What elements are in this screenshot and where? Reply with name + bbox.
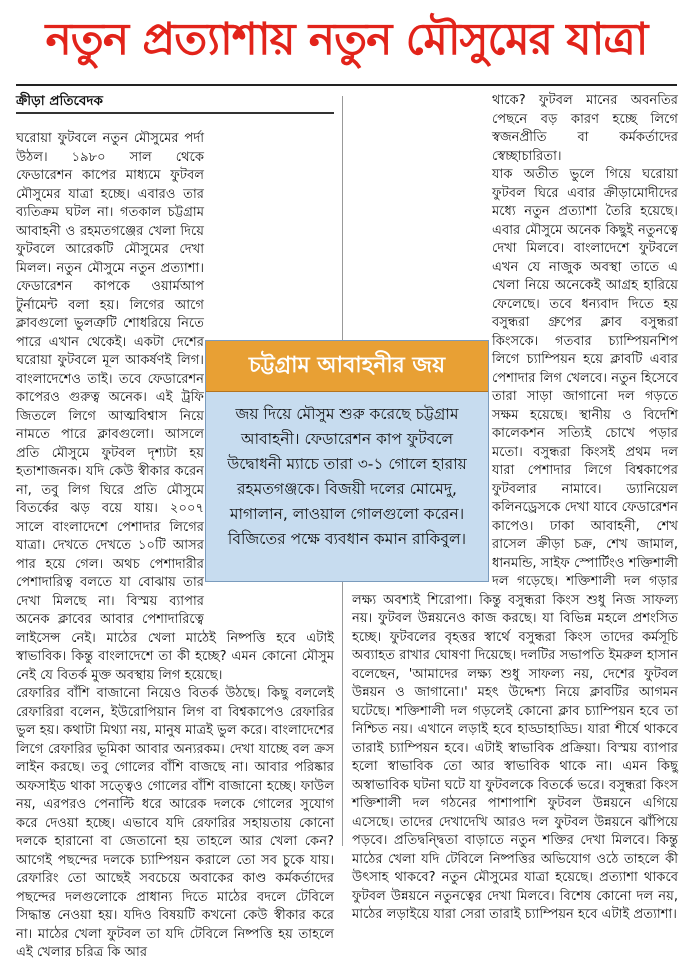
headline-rule xyxy=(16,84,677,86)
article-paragraph: রেফারির বাঁশি বাজানো নিয়েও বিতর্ক উঠছে। কিছু বললেই রেফারিরা বলেন, ইউরোপিয়ান লিগ বা বিশ্বকাপেও রেফারির ভুল হয়। কথাটা মিথ্যা নয়, মানুষ মাত্রই ভুল করে। বাংলাদেশের লিগে রেফারির ভূমিকা আবার অন্যরকম। দেখা যাচ্ছে বল ক্রস লাইন করছে। তবু গোলের বাঁশি বাজছে না। আবার পরিষ্কার অফসাইড থাকা সত্ত্বেও গোলের বাঁশি বাজানো হচ্ছে। ফাউল নয়, এরপরও পেনাল্টি ধরে আরেক দলকে গোলের সুযোগ করে দেওয়া হচ্ছে। এভাবে যদি রেফারির সহায়তায় কোনো দলকে হারানো বা জেতানো হয় তাহলে আর খেলা কেন? আগেই পছন্দের দলকে চ্যাম্পিয়ন করালে তো সব চুকে যায়। রেফারিং তো আছেই সবচেয়ে অবাকের কাণ্ড কর্মকর্তাদের পছন্দের দলগুলোকে প্রাধান্য দিতে মাঠের বদলে টেবিলে সিদ্ধান্ত নেওয়া হয়। যদিও বিষয়টি কখনো কেউ স্বীকার করে না। মাঠের খেলা ফুটবল তা যদি টেবিলে নিষ্পত্তি হয় তাহলে এই খেলার চরিত্র কি আর xyxy=(16,686,334,960)
headline: নতুন প্রত্যাশায় নতুন মৌসুমের যাত্রা xyxy=(45,13,648,65)
pull-quote-text: জয় দিয়ে মৌসুম শুরু করেছে চট্টগ্রাম আবাহনী। ফেডারেশন কাপ ফুটবলে উদ্বোধনী ম্যাচে তারা ৩-১ গোলে হারায় রহমতগঞ্জকে। বিজয়ী দলের মোমেদু, মাগালান, লাওয়াল গোলগুলো করেন। বিজিতের পক্ষে ব্যবধান কমান রাকিবুল। xyxy=(227,405,467,548)
article-paragraph: যাক অতীত ভুলে গিয়ে ঘরোয়া ফুটবল ঘিরে এবার ক্রীড়ামোদীদের মধ্যে নতুন প্রত্যাশা তৈরি হয়েছে। এবার মৌসুমে অনেক কিছুই নতুনত্বে দেখা মিলবে। বাংলাদেশে ফুটবলে এখন যে নাজুক অবস্থা তাতে এ খেলা নিয়ে অনেকেই আগ্রহ হারিয়ে ফেলেছে। তবে ধন্যবাদ দিতে হয় বসুন্ধরা গ্রুপের ক্লাব বসুন্ধরা কিংসকে। গতবার চ্যাম্পিয়নশিপ লিগে চ্যাম্পিয়ন হয়ে ক্লাবটি এবার পেশাদার লিগ খেলবে। নতুন হিসেবে তারা সাড়া জাগানো দল গড়তে সক্ষম হয়েছে। স্থানীয় ও বিদেশি কালেকশন সত্যিই চোখে পড়ার মতো। বসুন্ধরা কিংসই প্রথম দল যারা পেশাদার লিগে বিশ্বকাপের ফুটবলার নামাবে। ড্যানিয়েল কলিনড্রেসকে দেখা যাবে ফেডারেশন কাপেও। ঢাকা আবাহনী, শেখ রাসেল ক্রীড়া চক্র, শেখ জামাল, ধানমন্ডি, সাইফ স্পোর্টিংও শক্তিশালী দল গড়েছে। শক্তিশালী দল গড়ার লক্ষ্য অবশ্যই শিরোপা। কিন্তু বসুন্ধরা কিংস শুধু নিজ সাফল্য নয়। ফুটবল উন্নয়নেও কাজ করছে। যা বিভিন্ন মহলে প্রশংসিত হচ্ছে। ফুটবলের বৃহত্তর স্বার্থে বসুন্ধরা কিংস তাদের কর্মসূচি অব্যাহত রাখার ঘোষণা দিয়েছে। দলটির সভাপতি ইমরুল হাসান বলেছেন, 'আমাদের লক্ষ্য শুধু সাফল্য নয়, দেশের ফুটবল উন্নয়ন ও জাগানো।' মহৎ উদ্দেশ্য নিয়ে ক্লাবটির আগমন ঘটেছে। শক্তিশালী দল গড়লেই কোনো ক্লাব চ্যাম্পিয়ন হবে তা নিশ্চিত নয়। এখানে লড়াই হবে হাড্ডাহাড্ডি। যারা শীর্ষে থাকবে তারাই চ্যাম্পিয়ন হবে। এটাই স্বাভাবিক প্রক্রিয়া। বিস্ময় ব্যাপার হলো স্বাভাবিক তো আর স্বাভাবিক থাকে না। এমন কিছু অস্বাভাবিক ঘটনা ঘটে যা ফুটবলকে বিতর্কে ভরে। বসুন্ধরা কিংস শক্তিশালী দল গঠনের পাশাপাশি ফুটবল উন্নয়নে এগিয়ে এসেছে। তাদের দেখাদেখি আরও দল ফুটবল উন্নয়নে ঝাঁপিয়ে পড়বে। প্রতিদ্বন্দ্বিতা বাড়াতে নতুন শক্তির দেখা মিলবে। কিন্তু মাঠের খেলা যদি টেবিলে নিষ্পত্তির অভিযোগ ওঠে তাহলে কী উৎসাহ থাকবে? নতুন মৌসুমের যাত্রা হয়েছে। প্রত্যাশা থাকবে ফুটবল উন্নয়নে নতুনত্বের দেখা মিলবে। বিশেষ কোনো দল নয়, মাঠের লড়াইয়ে যারা সেরা তারাই চ্যাম্পিয়ন হবে এটাই প্রত্যাশা। xyxy=(352,167,678,922)
article-paragraph: ঘরোয়া ফুটবলে নতুন মৌসুমের পর্দা উঠল। ১৯৮০ সাল থেকে ফেডারেশন কাপের মাধ্যমে ফুটবল মৌসুমের যাত্রা হচ্ছে। এবারও তার ব্যতিক্রম ঘটল না। গতকাল চট্টগ্রাম আবাহনী ও রহমতগঞ্জের খেলা দিয়ে ফুটবলে আরেকটি মৌসুমের দেখা মিলল। নতুন মৌসুমে নতুন প্রত্যাশা। ফেডারেশন কাপকে ওয়ার্মআপ টুর্নামেন্ট বলা হয়। লিগের আগে ক্লাবগুলো ভুলত্রুটি শোধরিয়ে নিতে পারে এখান থেকেই। একটা দেশের ঘরোয়া ফুটবলে মূল আকর্ষণই লিগ। বাংলাদেশেও তাই। তবে ফেডারেশন কাপেরও গুরুত্ব অনেক। এই ট্রফি জিতলে লিগে আত্মবিশ্বাস নিয়ে নামতে পারে ক্লাবগুলো। আসলে প্রতি মৌসুমে ফুটবল দৃশ্যটা হয় হতাশাজনক। যদি কেউ স্বীকার করেন না, তবু লিগ ঘিরে প্রতি মৌসুমে বিতর্কের ঝড় বয়ে যায়। ২০০৭ সালে বাংলাদেশে পেশাদার লিগের যাত্রা। দেখতে দেখতে ১০টি আসর পার হয়ে গেল। অথচ পেশাদারীর পেশাদারিত্ব বলতে যা বোঝায় তার দেখা মিলছে না। বিস্ময় ব্যাপার অনেক ক্লাবের আবার পেশাদারিত্বে লাইসেন্স নেই। মাঠের খেলা মাঠেই নিষ্পত্তি হবে এটাই স্বাভাবিক। কিন্তু বাংলাদেশে তা কী হচ্ছে? এমন কোনো মৌসুম নেই যে বিতর্ক মুক্ত অবস্থায় লিগ হয়েছে। xyxy=(16,131,334,683)
pull-quote-heading: চট্টগ্রাম আবাহনীর জয় xyxy=(206,341,488,392)
byline: ক্রীড়া প্রতিবেদক xyxy=(16,92,334,114)
pull-quote-box xyxy=(205,340,489,582)
article-paragraph: থাকে? ফুটবল মানের অবনতির পেছনে বড় কারণ হচ্ছে লিগে স্বজনপ্রীতি বা কর্মকর্তাদের স্বেচ্ছাচারিতা। xyxy=(492,93,678,164)
